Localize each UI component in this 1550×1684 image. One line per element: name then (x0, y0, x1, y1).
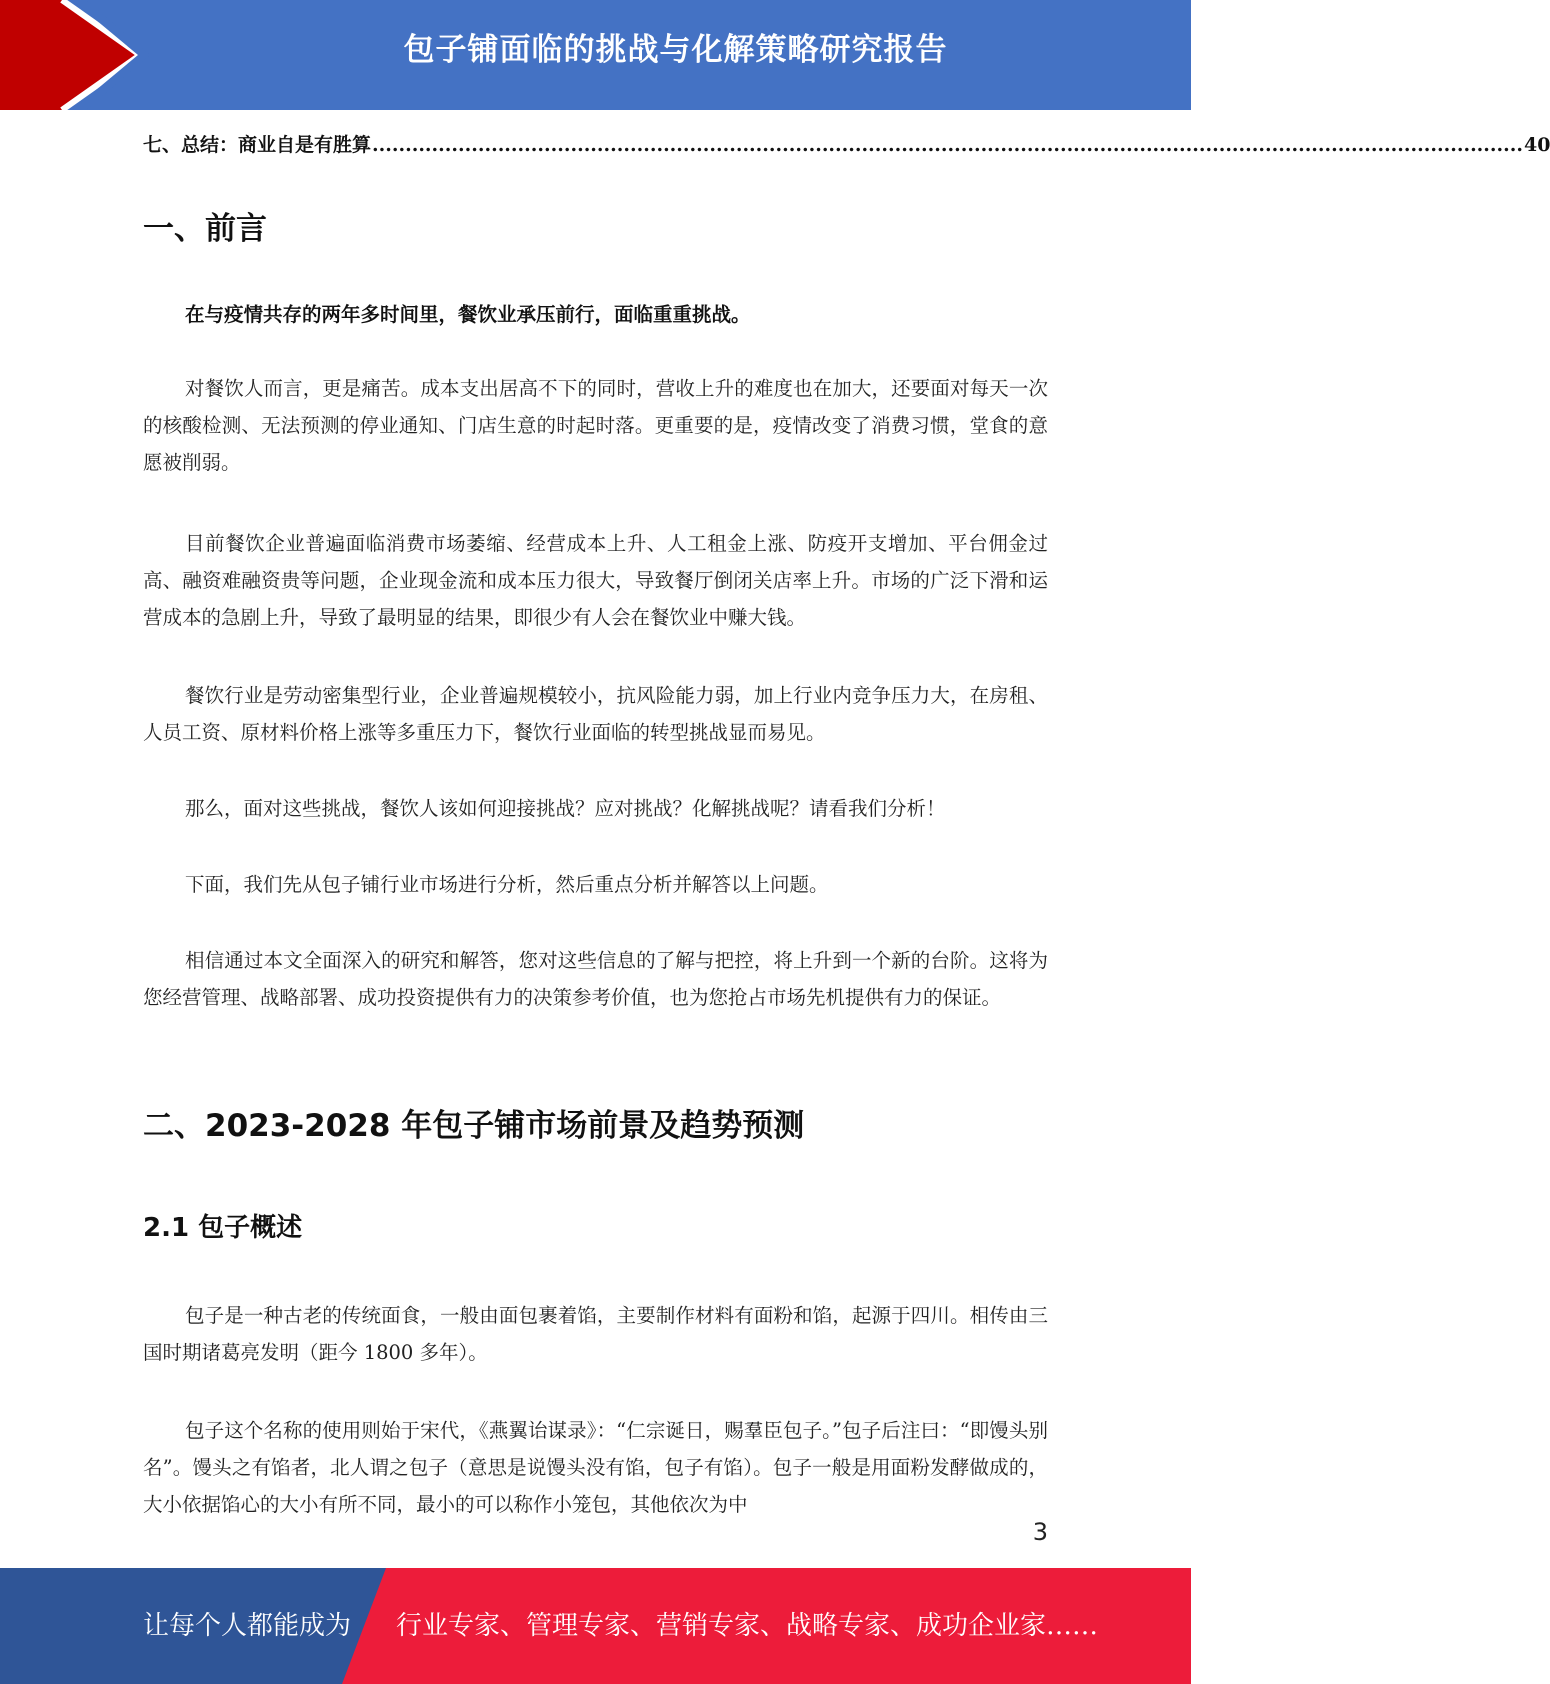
footer-slogan-left: 让每个人都能成为 (143, 1611, 352, 1641)
preface-paragraph-7: 相信通过本文全面深入的研究和解答，您对这些信息的了解与把控，将上升到一个新的台阶。这将为您经营管理、战略部署、成功投资提供有力的决策参考价值，也为您抢占市场先机提供有力的保证。 (143, 949, 1048, 1009)
footer-slogan-right: 行业专家、管理专家、营销专家、战略专家、成功企业家…… (396, 1611, 1099, 1641)
section-heading-market-outlook: 二、2023-2028 年包子铺市场前景及趋势预测 (143, 1108, 805, 1144)
overview-paragraph-2: 包子这个名称的使用则始于宋代，《燕翼诒谋录》：“仁宗诞日，赐羣臣包子。”包子后注曰：“即馒头别名”。馒头之有馅者，北人谓之包子（意思是说馒头没有馅，包子有馅）。包子一般是用面粉发酵做成的，大小依据馅心的大小有所不同，最小的可以称作小笼包，其他依次为中 (143, 1419, 1048, 1516)
toc-entry[interactable] (143, 130, 1550, 160)
page-footer (0, 1568, 1191, 1684)
toc-page-number: 40 (1523, 134, 1550, 156)
page-header (0, 0, 1191, 110)
toc-entry-label: 七、总结：商业自是有胜算 (143, 134, 372, 156)
preface-paragraph-2: 对餐饮人而言，更是痛苦。成本支出居高不下的同时，营收上升的难度也在加大，还要面对每天一次的核酸检测、无法预测的停业通知、门店生意的时起时落。更重要的是，疫情改变了消费习惯，堂食的意愿被削弱。 (143, 377, 1048, 474)
preface-paragraph-6: 下面，我们先从包子铺行业市场进行分析，然后重点分析并解答以上问题。 (185, 873, 829, 896)
report-title: 包子铺面临的挑战与化解策略研究报告 (403, 32, 948, 68)
preface-paragraph-5: 那么，面对这些挑战，餐饮人该如何迎接挑战？应对挑战？化解挑战呢？请看我们分析！ (185, 797, 946, 820)
preface-paragraph-3: 目前餐饮企业普遍面临消费市场萎缩、经营成本上升、人工租金上涨、防疫开支增加、平台佣金过高、融资难融资贵等问题，企业现金流和成本压力很大，导致餐厅倒闭关店率上升。市场的广泛下滑和运营成本的急剧上升，导致了最明显的结果，即很少有人会在餐饮业中赚大钱。 (143, 532, 1048, 629)
section-heading-preface: 一、前言 (143, 211, 267, 247)
preface-paragraph-1: 在与疫情共存的两年多时间里，餐饮业承压前行，面临重重挑战。 (185, 303, 751, 326)
subsection-heading-baozi-overview: 2.1 包子概述 (143, 1213, 303, 1243)
page-number: 3 (1032, 1518, 1048, 1546)
overview-paragraph-1: 包子是一种古老的传统面食，一般由面包裹着馅，主要制作材料有面粉和馅，起源于四川。相传由三国时期诸葛亮发明（距今 1800 多年）。 (143, 1304, 1048, 1364)
preface-paragraph-4: 餐饮行业是劳动密集型行业，企业普遍规模较小，抗风险能力弱，加上行业内竞争压力大，在房租、人员工资、原材料价格上涨等多重压力下，餐饮行业面临的转型挑战显而易见。 (143, 684, 1048, 744)
toc-leader-dots: .............................................................................................................................................................................. (372, 134, 1523, 156)
